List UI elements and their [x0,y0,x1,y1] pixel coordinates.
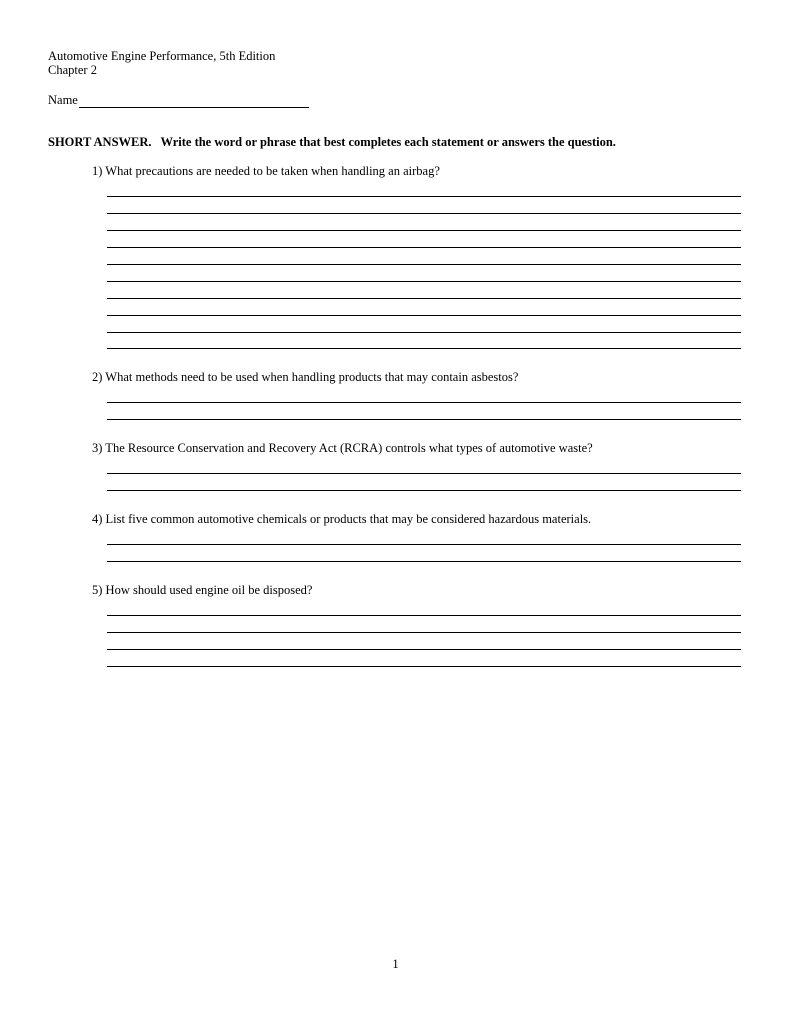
answer-line[interactable] [107,315,741,316]
answer-line[interactable] [107,348,741,349]
answer-line[interactable] [107,230,741,231]
answer-line[interactable] [107,419,741,420]
answer-line[interactable] [107,649,741,650]
answer-line[interactable] [107,247,741,248]
answer-line[interactable] [107,213,741,214]
answer-line[interactable] [107,298,741,299]
answer-line[interactable] [107,561,741,562]
book-title: Automotive Engine Performance, 5th Edition [48,49,276,63]
name-label: Name [48,93,78,107]
question-4: 4) List five common automotive chemicals or products that may be considered hazardous materials. [92,512,592,526]
chapter-label: Chapter 2 [48,63,97,77]
answer-line[interactable] [107,264,741,265]
document-header [48,49,275,77]
answer-line[interactable] [107,632,741,633]
name-field[interactable] [79,95,309,108]
answer-line[interactable] [107,490,741,491]
name-field-row [48,93,309,108]
section-instruction-text: Write the word or phrase that best completes each statement or answers the question. [160,135,616,149]
question-5: 5) How should used engine oil be disposed? [92,583,313,597]
question-2: 2) What methods need to be used when handling products that may contain asbestos? [92,370,519,384]
question-1: 1) What precautions are needed to be taken when handling an airbag? [92,164,440,178]
answer-line[interactable] [107,281,741,282]
question-3: 3) The Resource Conservation and Recovery Act (RCRA) controls what types of automotive waste? [92,441,593,455]
answer-line[interactable] [107,544,741,545]
answer-line[interactable] [107,402,741,403]
section-instructions [48,135,616,150]
answer-line[interactable] [107,615,741,616]
page-number: 1 [392,957,399,971]
answer-line[interactable] [107,332,741,333]
answer-line[interactable] [107,473,741,474]
answer-line[interactable] [107,666,741,667]
answer-line[interactable] [107,196,741,197]
section-heading: SHORT ANSWER. [48,135,152,149]
